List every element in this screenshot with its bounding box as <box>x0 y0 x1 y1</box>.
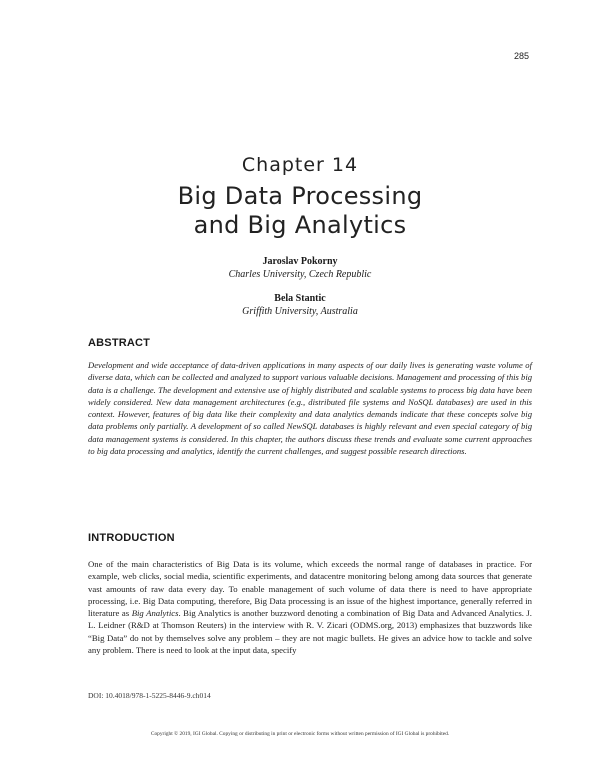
introduction-text-emphasis: Big Analytics <box>131 608 179 619</box>
chapter-title <box>0 182 600 240</box>
author-name: Bela Stantic <box>274 293 326 304</box>
author-block-2 <box>0 292 600 318</box>
introduction-text-part-1: One of the main characteristics of Big Data is its volume, which exceeds the normal range of databases in practice. For example, web clicks, social media, scientific experiments, and datacentre monitoring belong among data sources that generate vast amounts of raw data every day. To enable management of such volume of data there is need to have appropriate processing, i.e. Big Data computing, therefore, Big Data processing is an issue of the highest importance, generally referred in literature as <box>88 559 532 619</box>
abstract-text: Development and wide acceptance of data-driven applications in many aspects of our daily lives is generating waste volume of diverse data, which can be collected and analyzed to support various valuable decisions. Management and processing of this big data is a challenge. The development and extensive use of highly distributed and scalable systems to process big data have been widely considered. New data management architectures (e.g., distributed file systems and NoSQL databases) are used in this context. However, features of big data like their complexity and data analytics demands indicate that these concepts solve big data problems only partially. A development of so called NewSQL databases is highly relevant and even special category of big data management systems is considered. In this chapter, the authors discuss these trends and evaluate some current approaches to big data processing and analytics, identify the current challenges, and suggest possible research directions. <box>88 360 532 457</box>
doi: DOI: 10.4018/978-1-5225-8446-9.ch014 <box>88 691 211 700</box>
copyright-notice: Copyright © 2019, IGI Global. Copying or distributing in print or electronic forms without written permission of IGI Global is prohibited. <box>150 731 450 737</box>
abstract-heading: ABSTRACT <box>88 337 151 349</box>
introduction-text-part-2: . Big Analytics is another buzzword denoting a combination of Big Data and Advanced Analytics. J. L. Leidner (R&D at Thomson Reuters) in the interview with R. V. Zicari (ODMS.org, 2013) emphasizes that buzzwords like “Big Data” do not by themselves solve any problem – they are not magic bullets. He gives an advice how to tackle and solve any problem. There is need to look at the input data, specify <box>88 608 532 656</box>
chapter-label: Chapter 14 <box>241 154 359 176</box>
author-block-1 <box>0 255 600 281</box>
author-affiliation: Charles University, Czech Republic <box>228 269 372 280</box>
introduction-text <box>88 558 532 656</box>
chapter-title-line-1: Big Data Processing <box>177 182 423 210</box>
chapter-title-line-2: and Big Analytics <box>193 211 407 239</box>
page-number: 285 <box>513 51 529 61</box>
introduction-heading: INTRODUCTION <box>88 532 175 544</box>
author-affiliation: Griffith University, Australia <box>242 306 358 317</box>
author-name: Jaroslav Pokorny <box>262 256 338 267</box>
